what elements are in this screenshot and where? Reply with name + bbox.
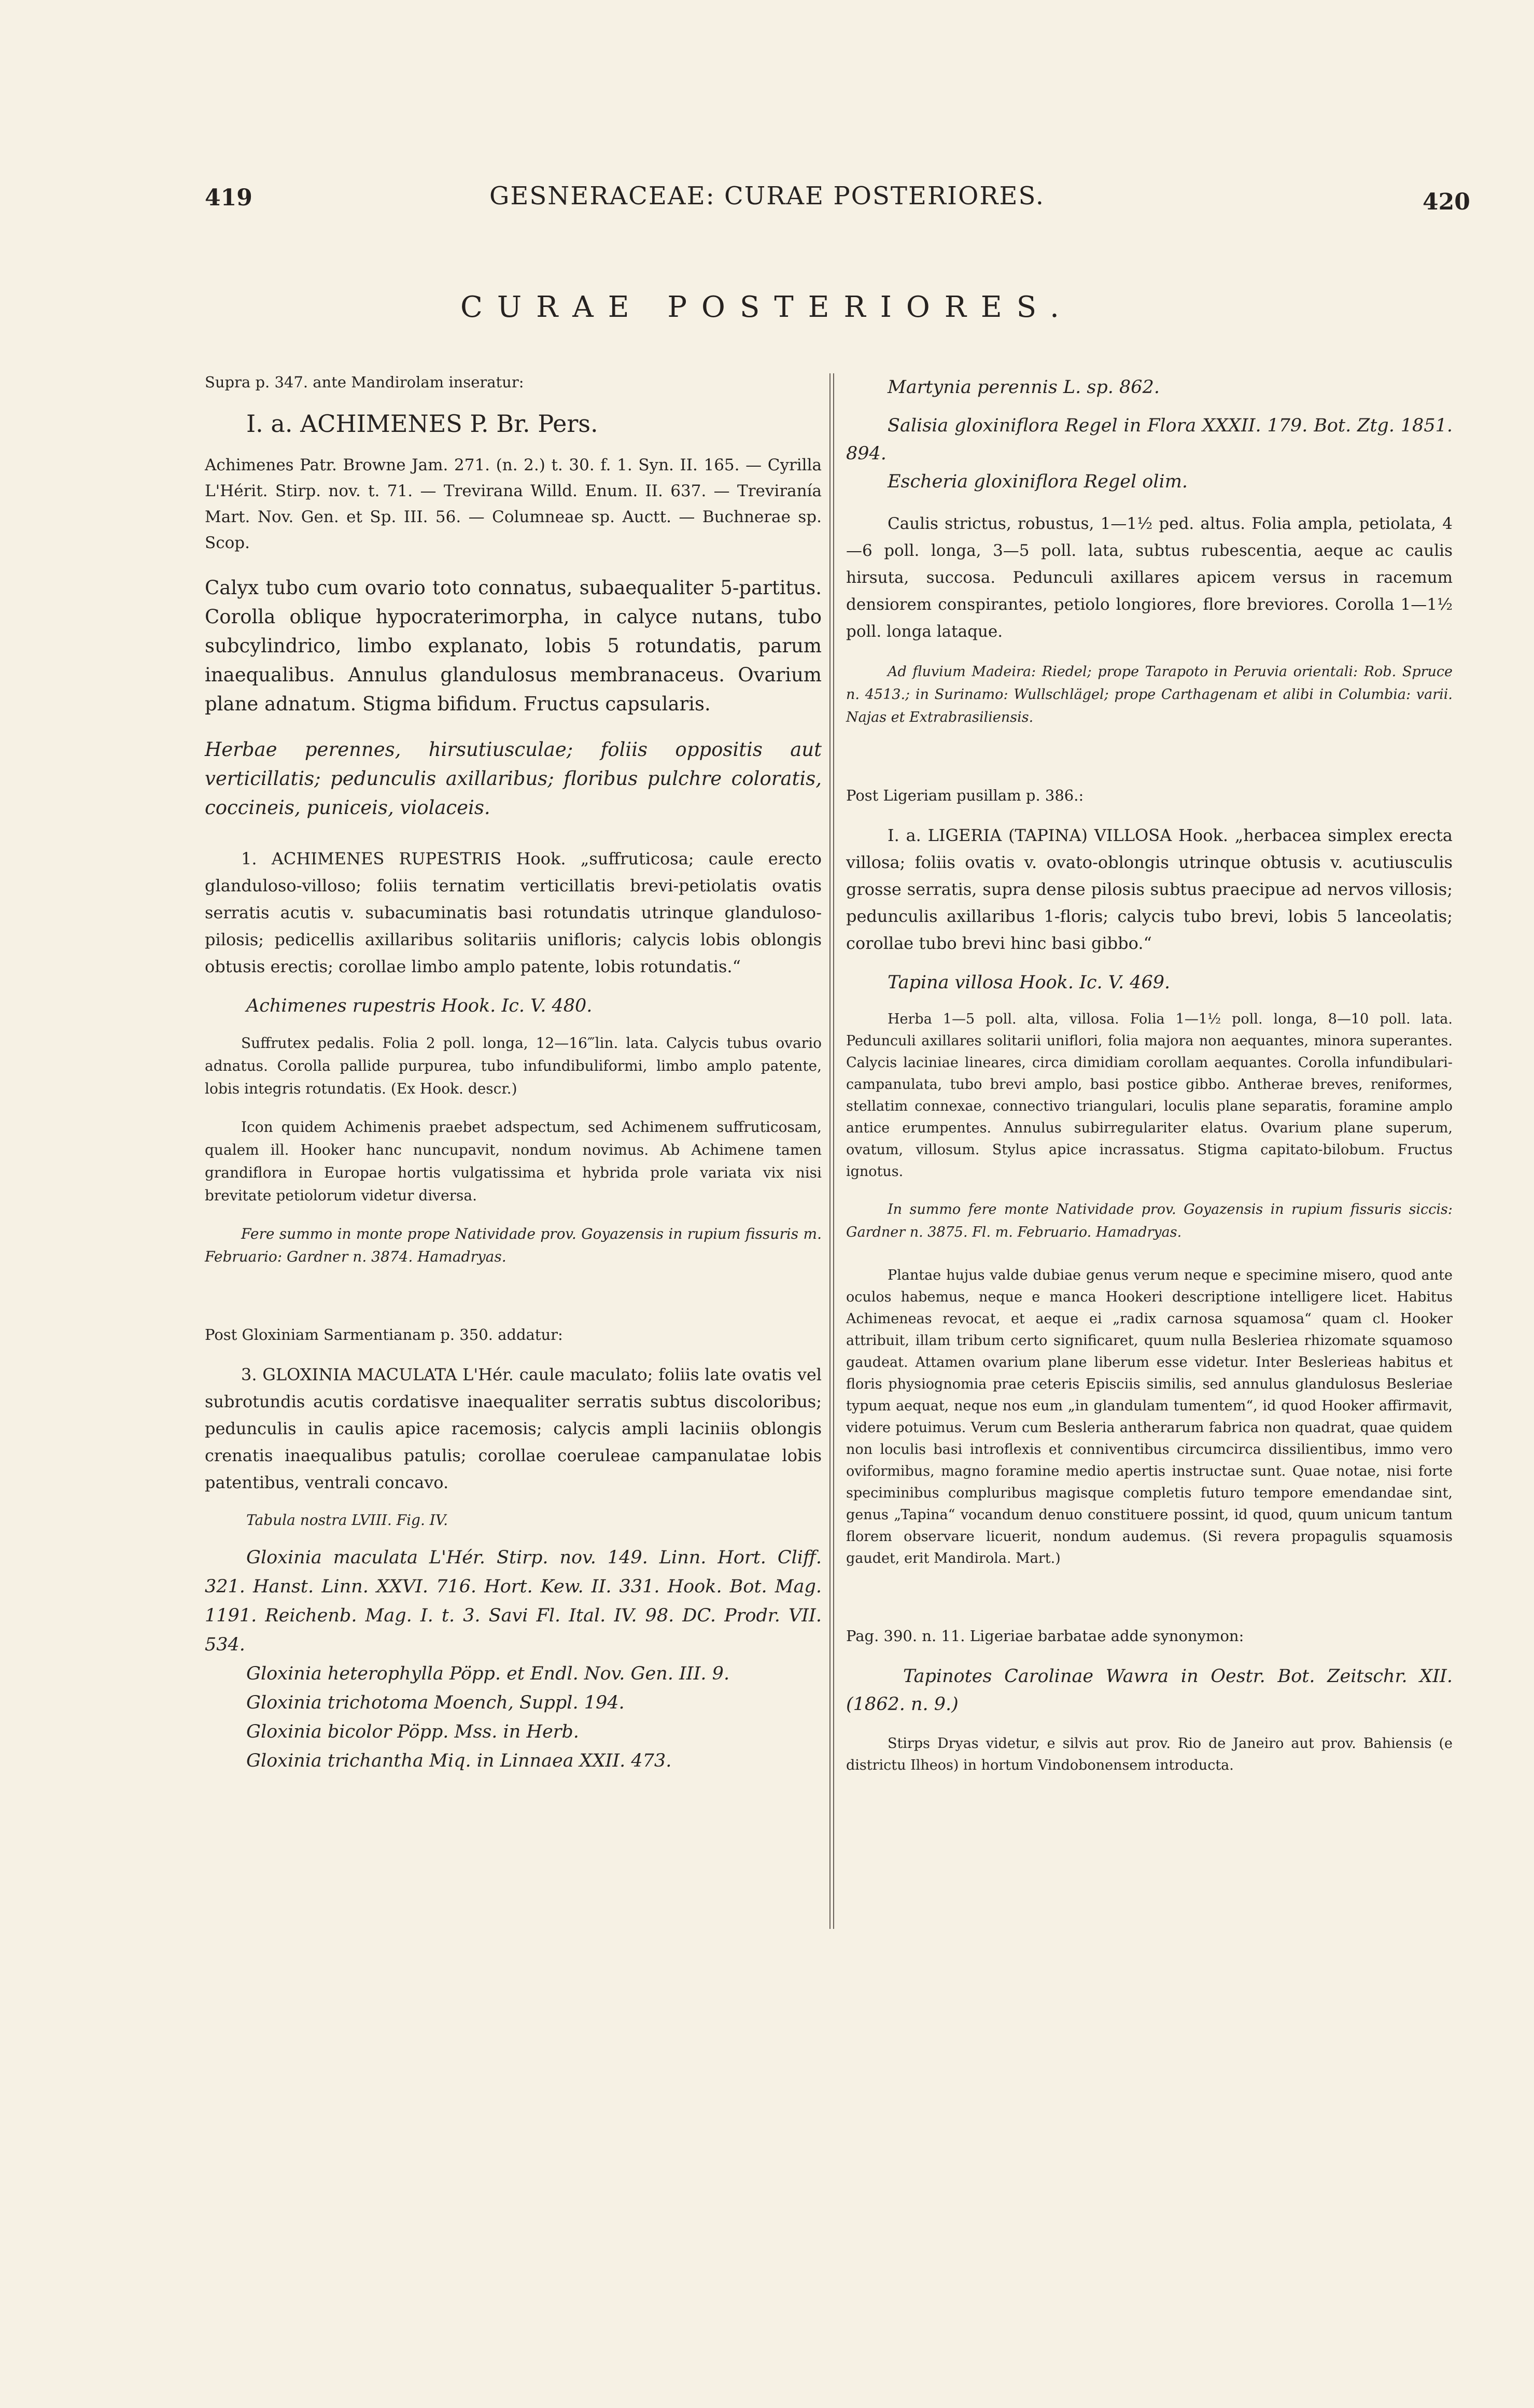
- synonym-salisia: Salisia gloxiniflora Regel in Flora XXXII. 179. Bot. Ztg. 1851. 894.: [846, 415, 1453, 464]
- species-locality: Fere summo in monte prope Natividade prov. Goyazensis in rupium fissuris m. Februario: Gardner n. 3874. Hamadryas.: [205, 1225, 822, 1265]
- species-remark-ligeria: Plantae hujus valde dubiae genus verum neque e specimine misero, quod ante oculos habemus, neque e manca Hookeri descriptione intelligere licet. Habitus Achimeneas revocat, et aeque ei „radix carnosa squamosa“ quam cl. Hooker attribuit, illam tribum certo significaret, quum nulla Besleriea rhizomate squamoso gaudeat. Attamen ovarium plane liberum esse videtur. Inter Beslerieas habitus et floris physiognomia prae ceteris Episciis similis, sed annulus glandulosus Besleriae typum aequat, neque nos eum „in glandulam tumentem“, id quod Hooker affirmavit, videre potuimus. Verum cum Besleria antherarum fabrica non quadrat, quae quidem non loculis basi introflexis et conniventibus circumcirca dissilientibus, immo vero oviformibus, magno foramine medio apertis instructae sunt. Quae notae, nisi forte speciminibus compluribus magisque completis futuro tempore emendandae sint, genus „Tapina“ vocandum denuo constituere possint, id quod, quum unicum tantum florem observare licuerit, nondum audemus. (Si revera propagulis squamosis gaudet, erit Mandirola. Mart.): [846, 1267, 1453, 1566]
- species-achimenes-rupestris: 1. ACHIMENES RUPESTRIS Hook. „suffruticosa; caule erecto glanduloso-villoso; foliis ternatim verticillatis brevi-petiolatis ovatis serratis acutis v. subacuminatis basi rotundatis utrinque glanduloso-pilosis; pedicellis axillaribus solitariis unifloris; calycis lobis oblongis obtusis erectis; corollae limbo amplo patente, lobis rotundatis.“: [205, 849, 822, 976]
- page-reference-note: Pag. 390. n. 11. Ligeriae barbatae adde synonymon:: [846, 1627, 1244, 1645]
- plate-reference: Tabula nostra LVIII. Fig. IV.: [246, 1511, 448, 1529]
- synonym-item: Gloxinia heterophylla Pöpp. et Endl. Nov. Gen. III. 9.: [246, 1663, 730, 1684]
- running-title: GESNERACEAE: CURAE POSTERIORES.: [489, 181, 1045, 211]
- species-gloxinia-maculata: 3. GLOXINIA MACULATA L'Hér. caule maculato; foliis late ovatis vel subrotundis acutis cordatisve inaequaliter serratis subtus discoloribus; pedunculis in caulis apice racemosis; calycis ampli laciniis oblongis crenatis inaequalibus patulis; corollae coeruleae campanulatae lobis patentibus, ventrali concavo.: [205, 1365, 822, 1492]
- column-divider: [829, 373, 834, 1929]
- species-description: Suffrutex pedalis. Folia 2 poll. longa, 12—16‴lin. lata. Calycis tubus ovario adnatus. Corolla pallide purpurea, tubo infundibuliformi, limbo amplo patente, lobis integris rotundatis. (Ex Hook. descr.): [205, 1034, 822, 1097]
- page-number-right: 420: [1423, 189, 1470, 215]
- species-description-right: Caulis strictus, robustus, 1—1½ ped. altus. Folia ampla, petiolata, 4—6 poll. longa, 3—5 poll. lata, subtus rubescentia, aeque ac caulis hirsuta, succosa. Pedunculi axillares apicem versus in racemum densiorem conspirantes, petiolo longiores, flore breviores. Corolla 1—1½ poll. longa lataque.: [846, 514, 1453, 641]
- separator: [846, 765, 1453, 766]
- genus-synonyms: Achimenes Patr. Browne Jam. 271. (n. 2.) t. 30. f. 1. Syn. II. 165. — Cyrilla L'Hérit. Stirp. nov. t. 71. — Trevirana Willd. Enum. II. 637. — Treviranía Mart. Nov. Gen. et Sp. III. 56. — Columneae sp. Auctt. — Buchnerae sp. Scop.: [205, 456, 822, 552]
- species-locality-ligeria: In summo fere monte Natividade prov. Goyazensis in rupium fissuris siccis: Gardner n. 3875. Fl. m. Februario. Hamadryas.: [846, 1201, 1453, 1240]
- species-remark: Icon quidem Achimenis praebet adspectum, sed Achimenem suffruticosam, qualem ill. Hooker hanc nuncupavit, nondum novimus. Ab Achimene tamen grandiflora in Europae hortis vulgatissima et hybrida prole variata vix nisi brevitate petiolorum videtur diversa.: [205, 1118, 822, 1204]
- synonym-item: Gloxinia bicolor Pöpp. Mss. in Herb.: [246, 1721, 579, 1742]
- species-locality-right: Ad fluvium Madeira: Riedel; prope Tarapoto in Peruvia orientali: Rob. Spruce n. 4513.; in Surinamo: Wullschlägel; prope Carthagenam et alibi in Columbia: varii. Najas et Extrabrasiliensis.: [846, 664, 1453, 725]
- genus-description: Calyx tubo cum ovario toto connatus, subaequaliter 5-partitus. Corolla oblique hypocraterimorpha, in calyce nutans, tubo subcylindrico, limbo explanato, lobis 5 rotundatis, parum inaequalibus. Annulus glandulosus membranaceus. Ovarium plane adnatum. Stigma bifidum. Fructus capsularis.: [205, 577, 822, 715]
- page-number-left: 419: [205, 185, 252, 211]
- closing-remark: Stirps Dryas videtur, e silvis aut prov. Rio de Janeiro aut prov. Bahiensis (e districtu Ilheos) in hortum Vindobonensem introducta.: [846, 1735, 1453, 1773]
- synonym-item: Gloxinia trichantha Miq. in Linnaea XXII. 473.: [246, 1751, 672, 1771]
- insert-note-2: Post Gloxiniam Sarmentianam p. 350. addatur:: [205, 1326, 563, 1343]
- species-ligeria-villosa: I. a. LIGERIA (TAPINA) VILLOSA Hook. „herbacea simplex erecta villosa; foliis ovatis v. ovato-oblongis utrinque obtusis v. acutiusculis grosse serratis, supra dense pilosis subtus praecipue ad nervos villosis; pedunculis axillaribus 1-floris; calycis tubo brevi, lobis 5 lanceolatis; corollae tubo brevi hinc basi gibbo.“: [846, 825, 1453, 953]
- insert-note-3: Post Ligeriam pusillam p. 386.:: [846, 787, 1084, 804]
- species-citation-right: Tapina villosa Hook. Ic. V. 469.: [888, 972, 1171, 993]
- species-synonymy: Gloxinia maculata L'Hér. Stirp. nov. 149. Linn. Hort. Cliff. 321. Hanst. Linn. XXVI. 716. Hort. Kew. II. 331. Hook. Bot. Mag. 1191. Reichenb. Mag. I. t. 3. Savi Fl. Ital. IV. 98. DC. Prodr. VII. 534.: [205, 1547, 822, 1655]
- species-description-ligeria: Herba 1—5 poll. alta, villosa. Folia 1—1½ poll. longa, 8—10 poll. lata. Pedunculi axillares solitarii uniflori, folia majora non aequantes, minora superantes. Calycis laciniae lineares, circa dimidiam corollam aequantes. Corolla infundibulari-campanulata, tubo brevi amplo, basi postice gibbo. Antherae breves, reniformes, stellatim connexae, connectivo triangulari, loculis plane separatis, foramine amplo antice erumpentes. Annulus subirregulariter elatus. Ovarium plane superum, ovatum, villosum. Stylus apice incrassatus. Stigma capitato-bilobum. Fructus ignotus.: [846, 1011, 1453, 1180]
- synonym-tapinotes: Tapinotes Carolinae Wawra in Oestr. Bot. Zeitschr. XII. (1862. n. 9.): [846, 1666, 1453, 1715]
- insert-note: Supra p. 347. ante Mandirolam inseratur:: [205, 373, 524, 391]
- genus-heading: I. a. ACHIMENES P. Br. Pers.: [246, 410, 598, 438]
- genus-habit: Herbae perennes, hirsutiusculae; foliis oppositis aut verticillatis; pedunculis axillaribus; floribus pulchre coloratis, coccineis, puniceis, violaceis.: [205, 738, 822, 819]
- synonym-martynia: Martynia perennis L. sp. 862.: [888, 377, 1160, 398]
- synonym-escheria: Escheria gloxiniflora Regel olim.: [888, 471, 1188, 492]
- section-title: CURAE POSTERIORES.: [460, 290, 1074, 324]
- species-citation: Achimenes rupestris Hook. Ic. V. 480.: [246, 996, 593, 1016]
- synonym-item: Gloxinia trichotoma Moench, Suppl. 194.: [246, 1692, 625, 1713]
- right-column: [846, 373, 1453, 1792]
- left-column: [205, 373, 822, 1775]
